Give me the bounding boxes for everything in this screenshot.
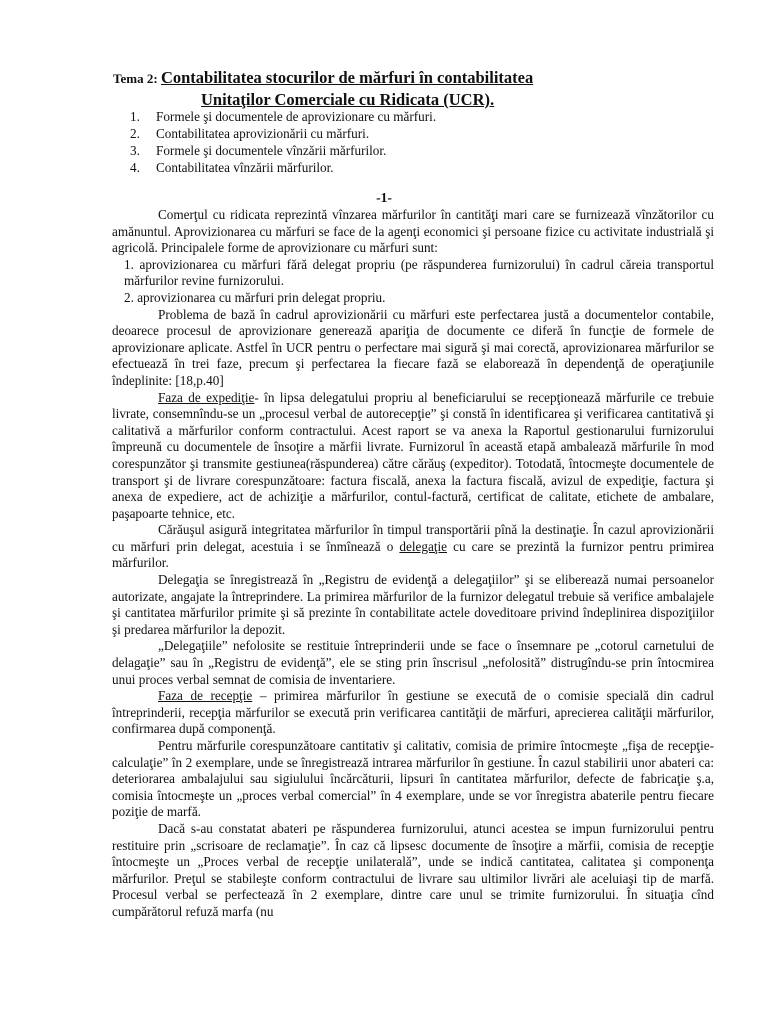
outline-item-text: Formele şi documentele de aprovizionare cu mărfuri. <box>156 109 437 124</box>
outline-item-number: 3. <box>130 143 140 158</box>
paragraph-text: – primirea mărfurilor în gestiune se execută de o comisie specială din cadrul întreprinderii, recepţia mărfurilor se execută prin verificarea cantităţii de mărfuri, aprecierea calităţii mărfurilor, confirmarea după componenţă. <box>112 688 714 737</box>
outline-item-text: Formele şi documentele vînzării mărfurilor. <box>156 143 387 158</box>
outline-item-text: Contabilitatea vînzării mărfurilor. <box>156 160 334 175</box>
title-text-line-2: Unitaţilor Comerciale cu Ridicata (UCR). <box>201 90 495 109</box>
outline-item <box>130 108 650 125</box>
outline-item-text: Contabilitatea aprovizionării cu mărfuri. <box>156 126 370 141</box>
outline-item-number: 1. <box>130 109 140 124</box>
phase-label-reception: Faza de recepţie <box>158 688 253 704</box>
phase-label-expedition: Faza de expediţie <box>158 389 255 405</box>
paragraph <box>112 522 714 572</box>
paragraph-text: Cărăuşul asigură integritatea mărfurilor în timpul transportării pînă la destinaţie. În cazul aprovizionării cu mărfuri prin delegat, acestuia i se înmînează o <box>112 522 714 554</box>
paragraph-text: - în lipsa delegatului propriu al beneficiarului se recepţionează mărfurile ce trebuie livrate, consemnîndu-se un „procesul verbal de autorecepţie” şi constă în identificarea şi verificarea cantitativă şi calitativă a mărfurilor conform contractului. Acest raport se va anexa la Raportul gestionarului furnizorului împreună cu documentele de însoţire a mărfii livrate. Furnizorul în această etapă ambalează mărfurile în mod corespunzător şi transmite gestiunea(răspunderea) către cărăuş (expeditor). Totodată, întocmeşte documentele de transport şi de livrare corespunzătoare: factura fiscală, anexa la factura fiscală, avizul de expediţie, factura şi anexa de expediere, act de achiziţie a mărfurilor, contul-factură, certificat de calitate, etichete de ambalare, paşapoarte tehnice, etc. <box>112 389 714 521</box>
outline-item <box>130 142 650 159</box>
list-item: 1. aprovizionarea cu mărfuri fără delegat propriu (pe răspunderea furnizorului) în cadrul căreia transportul mărfurilor revine furnizorului. <box>124 256 714 289</box>
paragraph: „Delegaţiile” nefolosite se restituie întreprinderii unde se face o însemnare pe „cotorul carnetului de delagaţie” sau în „Registru de evidenţă”, ele se sting prin înscrisul „nefolosită” distrugîndu-se prin întocmirea unui proces verbal semnat de comisia de inventariere. <box>112 638 714 687</box>
list-item: 2. aprovizionarea cu mărfuri prin delegat propriu. <box>124 289 386 305</box>
paragraph <box>112 390 714 523</box>
title-line-1 <box>113 68 533 88</box>
section-number: -1- <box>376 190 392 205</box>
paragraph: Delegaţia se înregistrează în „Registru de evidenţă a delegaţiilor” şi se eliberează numai persoanelor autorizate, angajate la întreprindere. La primirea mărfurilor de la furnizor delegatul trebuie să verifice ambalajele şi cantitatea mărfurilor primite şi să prezinte în contabilitate actele doveditoare privind îndeplinirea dispoziţiilor şi predarea mărfurilor la depozit. <box>112 572 714 637</box>
outline-item <box>130 125 650 142</box>
tema-label: Tema 2: <box>113 71 158 86</box>
paragraph <box>112 688 714 738</box>
paragraph: Dacă s-au constatat abateri pe răspunderea furnizorului, atunci acestea se impun furnizorului pentru restituire prin „scrisoare de reclamaţie”. În caz că lipsesc documente de însoţire a mărfii, comisia de recepţie întocmeşte un „Proces verbal de recepţie unilaterală”, unde se indică cantitatea, calitatea şi componenţa mărfurilor. Preţul se stabileşte conform contractului de livrare sau ultimilor livrări ale aceluiaşi tip de marfă. Procesul verbal se perfectează în 2 exemplare, dintre care unul se trimite furnizorului. În situaţia cînd cumpărătorul refuză marfa (nu <box>112 820 714 919</box>
body-text <box>112 207 714 921</box>
outline-item-number: 4. <box>130 160 140 175</box>
title-line-2 <box>201 90 494 110</box>
outline-item-number: 2. <box>130 126 140 141</box>
delegation-term: delegaţie <box>399 538 447 554</box>
paragraph: Pentru mărfurile corespunzătoare cantitativ şi calitativ, comisia de primire întocmeşte „fişa de recepţie-calculaţie” în 2 exemplare, unde se înregistrează intrarea mărfurilor în gestiune. În cazul stabilirii unor abateri ca: deteriorarea ambalajului sau sigiulului încărcăturii, lipsuri în cantitatea mărfurilor, defecte de fabricaţie ş.a, comisia întocmeşte un „proces verbal comercial” în 4 exemplare, unde se vor înregistra abaterile pentru fiecare poziţie de marfă. <box>112 738 714 820</box>
paragraph-text: cu care se prezintă la furnizor pentru primirea mărfurilor. <box>112 538 715 571</box>
outline-list <box>130 108 650 176</box>
title-text-line-1: Contabilitatea stocurilor de mărfuri în contabilitatea <box>160 68 534 87</box>
paragraph: Problema de bază în cadrul aprovizionării cu mărfuri este perfectarea justă a documentelor contabile, deoarece procesul de aprovizionare generează apariţia de documente ce diferă în funcţie de formele de aprovizionare aplicate. Astfel în UCR pentru o perfectare mai sigură şi mai corectă, aprovizionarea mărfurilor se efectuează în trei faze, precum şi perfectarea la fiecare fază se elaborează în dependenţă de operaţiunile îndeplinite: [18,p.40] <box>112 306 714 388</box>
outline-item <box>130 159 650 176</box>
paragraph: Comerţul cu ridicata reprezintă vînzarea mărfurilor în cantităţi mari care se furnizează vînzătorilor cu amănuntul. Aprovizionarea cu mărfuri se face de la agenţi economici şi persoane fizice cu activitate industrială şi agricolă. Principalele forme de aprovizionare cu mărfuri sunt: <box>112 207 714 256</box>
